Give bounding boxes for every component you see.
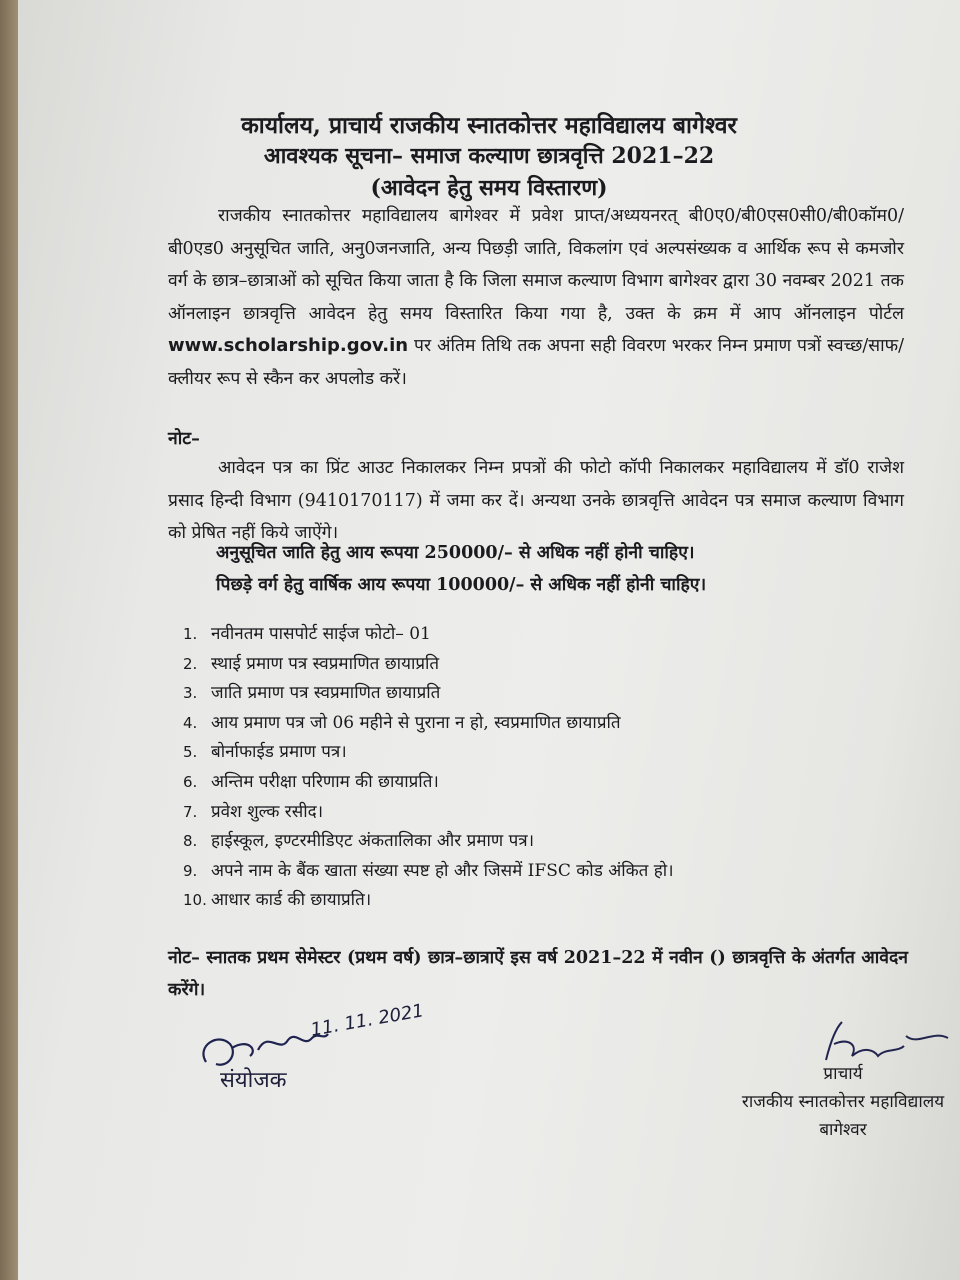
principal-block (718, 1060, 960, 1144)
list-item: 1. नवीनतम पासपोर्ट साईज फोटो– 01 (183, 624, 431, 644)
notice-title: आवश्यक सूचना– समाज कल्याण छात्रवृत्ति 2021–22 (263, 143, 715, 169)
list-item: 5. बोर्नाफाईड प्रमाण पत्र। (183, 742, 347, 763)
main-paragraph-text-2: पर अंतिम तिथि तक अपना सही विवरण भरकर निम्न प्रमाण पत्रों स्वच्छ/साफ/क्लीयर रूप से स्कैन कर अपलोड करें। (168, 336, 904, 389)
required-documents-list (183, 620, 674, 916)
main-paragraph-text-1: राजकीय स्नातकोत्तर महाविद्यालय बागेश्वर में प्रवेश प्राप्त/अध्ययनरत् बी0ए0/बी0एस0सी0/बी0कॉम0/बी0एड0 अनुसूचित जाति, अनु0जनजाति, अन्य पिछड़ी जाति, विकलांग एवं अल्पसंख्यक व आर्थिक रूप से कमजोर वर्ग के छात्र–छात्राओं को सूचित किया जाता है कि जिला समाज कल्याण विभाग बागेश्वर द्वारा 30 नवम्बर 2021 तक ऑनलाइन छात्रवृत्ति आवेदन हेतु समय विस्तारित किया गया है, उक्त के क्रम में आप ऑनलाइन पोर्टल (168, 206, 904, 324)
coordinator-date: 11. 11. 2021 (309, 1000, 426, 1041)
list-item: 8. हाईस्कूल, इण्टरमीडिएट अंकतालिका और प्रमाण पत्र। (183, 831, 535, 852)
list-item: 10. आधार कार्ड की छायाप्रति। (183, 890, 372, 911)
office-heading: कार्यालय, प्राचार्य राजकीय स्नातकोत्तर महाविद्यालय बागेश्वर (241, 112, 737, 139)
note-paragraph-text: आवेदन पत्र का प्रिंट आउट निकालकर निम्न प्रपत्रों की फोटो कॉपी निकालकर महाविद्यालय में डॉ0 राजेश प्रसाद हिन्दी विभाग (9410170117) में जमा कर दें। अन्यथा उनके छात्रवृत्ति आवेदन पत्र समाज कल्याण विभाग को प्रेषित नहीं किये जाऐंगे। (168, 458, 904, 543)
principal-institution: राजकीय स्नातकोत्तर महाविद्यालय (741, 1092, 945, 1112)
note-paragraph (168, 452, 904, 550)
list-item: 3. जाति प्रमाण पत्र स्वप्रमाणित छायाप्रति (183, 683, 441, 704)
list-item: 2. स्थाई प्रमाण पत्र स्वप्रमाणित छायाप्रति (183, 653, 440, 674)
list-item: 9. अपने नाम के बैंक खाता संख्या स्पष्ट हो और जिसमें IFSC कोड अंकित हो। (183, 860, 674, 881)
income-limit-sc: अनुसूचित जाति हेतु आय रूपया 250000/– से अधिक नहीं होनी चाहिए। (216, 543, 695, 563)
notice-document (18, 0, 960, 1280)
footer-note: नोट– स्नातक प्रथम सेमेस्टर (प्रथम वर्ष) छात्र–छात्राऐं इस वर्ष 2021–22 में नवीन () छात्रवृत्ति के अंतर्गत आवेदन करेंगे। (168, 948, 908, 1000)
principal-place: बागेश्वर (819, 1120, 867, 1140)
income-limit-obc: पिछड़े वर्ग हेतु वार्षिक आय रूपया 100000/– से अधिक नहीं होनी चाहिए। (216, 575, 707, 595)
list-item: 7. प्रवेश शुल्क रसीद। (183, 801, 324, 822)
scholarship-url-link[interactable]: www.scholarship.gov.in (168, 335, 409, 356)
note-label: नोट– (168, 429, 200, 449)
list-item: 6. अन्तिम परीक्षा परिणाम की छायाप्रति। (183, 771, 439, 792)
principal-role: प्राचार्य (823, 1064, 863, 1084)
coordinator-role: संयोजक (220, 1068, 287, 1093)
list-item: 4. आय प्रमाण पत्र जो 06 महीने से पुराना न हो, स्वप्रमाणित छायाप्रति (183, 712, 621, 733)
notice-subtitle: (आवेदन हेतु समय विस्तारण) (370, 175, 608, 201)
main-paragraph (168, 200, 904, 395)
